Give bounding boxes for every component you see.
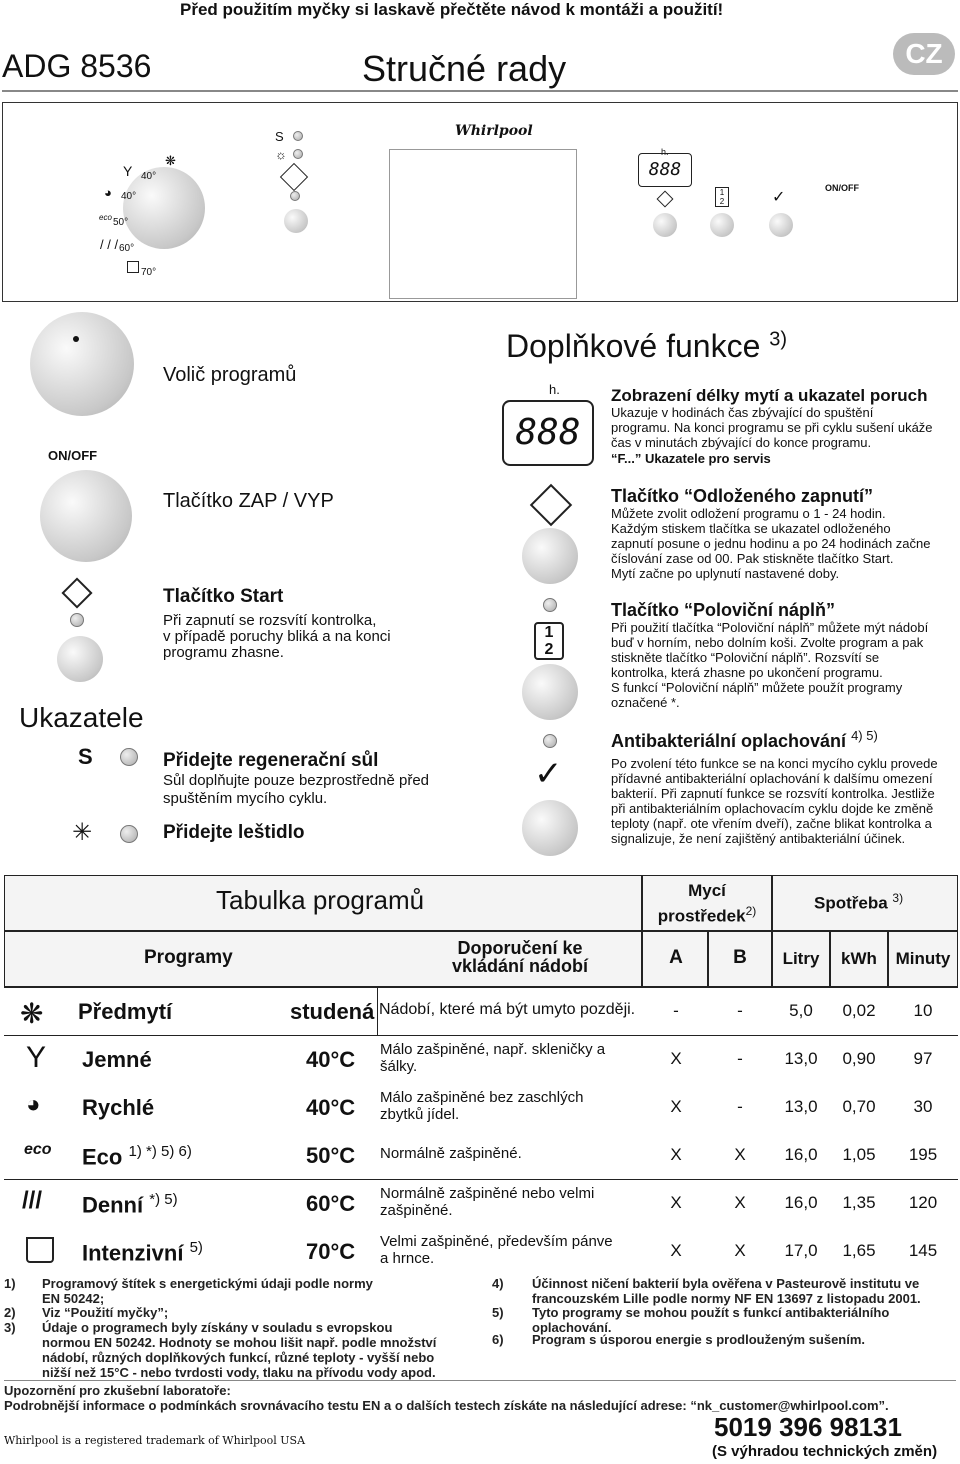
panel-brand: Whirlpool: [455, 123, 533, 139]
panel-digits: 888: [648, 159, 682, 180]
salt-title: Přidejte regenerační sůl: [163, 750, 379, 771]
footnote-4-n: 4): [492, 1276, 504, 1291]
zap-vyp-label: Tlačítko ZAP / VYP: [163, 490, 334, 512]
row-temp: studená: [290, 999, 375, 1024]
row-name: [82, 1191, 178, 1218]
anti-text-1: Po zvolení této funkce se na konci mycího cyklu provede: [611, 756, 938, 771]
row-temp: 40°C: [306, 1095, 356, 1120]
col-myci-sup: 2): [745, 904, 757, 918]
footnote-2-l1: Viz “Použití myčky”;: [42, 1305, 169, 1320]
anti-title-text: Antibakteriální oplachování: [611, 731, 847, 751]
panel-half-icon: [715, 187, 729, 207]
row-kwh: 0,02: [842, 1001, 876, 1020]
row-b: X: [734, 1193, 746, 1212]
start-text-2: v případě poruchy bliká a na konci: [163, 628, 391, 645]
row-temp: 70°C: [306, 1239, 356, 1264]
panel-half-1: 1: [719, 188, 725, 197]
anti-text-2: přídavné antibakteriální oplachování k dalšímu omezení: [611, 771, 933, 786]
quick-row-icon: ◕: [26, 1091, 41, 1118]
pot-icon: [127, 261, 139, 273]
ukazatele-label: Ukazatele: [19, 702, 144, 733]
footnote-5-n: 5): [492, 1305, 504, 1320]
model-name: ADG 8536: [2, 48, 152, 84]
header-vline-2: [771, 875, 773, 987]
salt-text-1: Sůl doplňujte pouze bezprostředně před: [163, 772, 430, 789]
trademark: Whirlpool is a registered trademark of Whirlpool USA: [4, 1434, 306, 1447]
row-name: Jemné: [82, 1047, 152, 1072]
start-text-1: Při zapnutí se rozsvítí kontrolka,: [163, 612, 377, 629]
start-title: Tlačítko Start: [163, 586, 284, 607]
panel-salt-led: [293, 131, 303, 141]
rinse-aid-icon: ✳: [72, 819, 93, 846]
col-spotreba: [814, 891, 903, 914]
half-load-text-2: buď v horním, nebo dolním koši. Zvolte program a pak: [611, 635, 924, 650]
row-kwh: 1,05: [842, 1145, 876, 1164]
row-name-text: Denní: [82, 1192, 144, 1218]
row-desc-2: zašpiněné.: [380, 1202, 453, 1219]
table-row: [4, 987, 958, 1035]
antibacterial-icon: ✓: [534, 755, 563, 793]
footnote-1-l2: EN 50242;: [42, 1291, 105, 1306]
onoff-label: ON/OFF: [48, 448, 98, 463]
row-b: -: [737, 1001, 743, 1020]
header-rule: [2, 90, 958, 92]
row-b: -: [737, 1049, 743, 1068]
row-desc: Nádobí, které má být umyto později.: [379, 1001, 636, 1018]
panel-digit-display: [638, 153, 692, 187]
extras-title: [506, 328, 787, 365]
product-code: 5019 396 98131: [714, 1412, 902, 1442]
salt-text-2: spuštěním mycího cyklu.: [163, 790, 328, 807]
start-text-3: programu zhasne.: [163, 644, 284, 661]
start-icon: [61, 577, 92, 608]
pot-row-icon: [26, 1237, 54, 1263]
lab-text: Podrobnější informace o podmínkách srovnávacího testu EN a o dalších testech získáte na následující adrese: “nk_customer@whirlpool.com”.: [4, 1398, 889, 1413]
panel-half-button[interactable]: [710, 213, 734, 237]
delay-icon: [530, 484, 572, 526]
row-desc-1: Velmi zašpiněné, především pánve: [380, 1233, 613, 1250]
row-min: 145: [908, 1241, 938, 1260]
panel-rinse-led: [293, 149, 303, 159]
row-kwh: 0,70: [842, 1097, 876, 1116]
table-row: [4, 1131, 958, 1179]
col-doporuceni-1: Doporučení ke: [457, 938, 583, 958]
panel-start-icon: [280, 163, 308, 191]
row-a: -: [673, 1001, 679, 1020]
eco-icon: eco: [99, 213, 112, 222]
footnote-4-l1: Účinnost ničení bakterií byla ověřena v Pasteurově institutu ve: [532, 1276, 920, 1291]
anti-text-6: signalizuje, že není zajištěný antibakteriální účinek.: [611, 831, 906, 846]
display-h: h.: [549, 382, 560, 397]
col-myci: [644, 881, 770, 927]
display-digits: 888: [515, 412, 581, 453]
half-load-text-4: kontrolka, která zhasne po ukončení programu.: [611, 665, 883, 680]
col-myci-2: prostředek: [657, 906, 746, 926]
footnote-6-n: 6): [492, 1332, 504, 1347]
row-kwh: 0,90: [842, 1049, 876, 1068]
lang-badge-text: CZ: [905, 38, 943, 69]
control-panel: [2, 102, 958, 302]
row-desc-2: a hrnce.: [380, 1250, 435, 1267]
row-desc-1: Málo zašpiněné bez zaschlých: [380, 1089, 584, 1106]
prewash-row-icon: ❋: [20, 998, 44, 1029]
salt-led: [120, 748, 138, 766]
page-title: Stručné rady: [362, 48, 567, 89]
row-a: X: [670, 1049, 682, 1068]
panel-half-2: 2: [719, 197, 725, 206]
delay-title: Tlačítko “Odloženého zapnutí”: [611, 486, 874, 506]
col-doporuceni-2: vkládání nádobí: [451, 956, 589, 976]
table-row: [4, 1227, 958, 1275]
row-temp: 60°C: [306, 1191, 356, 1216]
row-kwh: 1,35: [842, 1193, 876, 1212]
volic-label: Volič programů: [163, 364, 297, 386]
row-min: 120: [908, 1193, 938, 1212]
salt-icon: S: [78, 744, 93, 769]
row-min: 195: [908, 1145, 938, 1164]
col-a: A: [669, 947, 683, 968]
row-litry: 16,0: [784, 1193, 818, 1212]
dial-temp-3: 50°: [113, 217, 129, 228]
row-min: 10: [913, 1001, 933, 1020]
start-button[interactable]: [57, 636, 103, 682]
half-load-text-1: Při použití tlačítka “Poloviční náplň” můžete mýt nádobí: [611, 620, 929, 635]
panel-program-dial[interactable]: [123, 167, 205, 249]
anti-title: [611, 728, 878, 752]
panel-start-button[interactable]: [284, 209, 308, 233]
anti-button[interactable]: [522, 800, 578, 856]
panel-salt-icon: S: [275, 129, 284, 144]
delay-text-1: Můžete zvolit odložení programu o 1 - 24 hodin.: [611, 506, 886, 521]
half-load-text-3: stiskněte tlačítko “Poloviční náplň”. Rozsvítí se: [611, 650, 880, 665]
start-led: [70, 613, 84, 627]
code-note: (S výhradou technických změn): [712, 1443, 938, 1460]
glass-icon: Y: [123, 163, 133, 179]
footnote-6-l1: Program s úsporou energie s prodlouženým sušením.: [532, 1332, 866, 1347]
table-row: [4, 1035, 958, 1083]
footnote-3-n: 3): [4, 1320, 16, 1335]
header-hline: [4, 930, 958, 932]
row-name: Předmytí: [78, 999, 173, 1024]
display-text-2: programu. Na konci programu se při cyklu sušení ukáže: [611, 420, 933, 435]
row-kwh: 1,65: [842, 1241, 876, 1260]
half-load-text-5: S funkcí “Poloviční náplň” můžete použít programy: [611, 680, 903, 695]
col-myci-1: Mycí: [688, 881, 726, 900]
row-b: -: [737, 1097, 743, 1116]
panel-rinse-icon: ☼: [275, 147, 287, 162]
rows-vline-1: [377, 987, 378, 1035]
panel-anti-button[interactable]: [769, 213, 793, 237]
footnote-3-l3: nádobí, různých doplňkových funkcí, různé teploty - vyšší nebo: [42, 1350, 435, 1365]
half-load-title: Tlačítko “Poloviční náplň”: [611, 600, 836, 620]
delay-button[interactable]: [522, 528, 578, 584]
dial-temp-1: 40°: [141, 171, 157, 182]
anti-text-4: při antibakteriálním oplachovacím cyklu dojde ke změně: [611, 801, 934, 816]
digit-display: [502, 400, 594, 466]
rows-top-rule: [4, 987, 958, 988]
dial-temp-4: 60°: [119, 243, 135, 254]
footnote-3-l2: normou EN 50242. Hodnoty se mohou lišit např. podle množství: [42, 1335, 437, 1350]
lab-title: Upozornění pro zkušební laboratoře:: [4, 1383, 231, 1398]
anti-text-3: bakterií. Při zapnutí funkce se rozsvítí kontrolka. Jestliže: [611, 786, 935, 801]
footnote-5-l1: Tyto programy se mohou použít s funkcí antibakteriálního: [532, 1305, 890, 1320]
footnote-4-l2: francouzském Lille podle normy NF EN 13697 z listopadu 2001.: [532, 1291, 921, 1306]
panel-window: [389, 149, 577, 299]
row-a: X: [670, 1193, 682, 1212]
row-name: Rychlé: [82, 1095, 155, 1120]
row-name-sup: *) 5): [149, 1191, 178, 1208]
anti-text-5: teploty (např. ote vřením dveří), začne blikat kontrolka a: [611, 816, 932, 831]
row-desc-2: šálky.: [380, 1058, 418, 1075]
row-desc-1: Normálně zašpiněné nebo velmi: [380, 1185, 595, 1202]
row-desc: Normálně zašpiněné.: [380, 1145, 522, 1162]
lab-rule: [4, 1380, 956, 1381]
knob-marker: [73, 336, 79, 342]
half-load-led: [543, 598, 557, 612]
display-text-1: Ukazuje v hodinách čas zbývající do spuštění: [611, 405, 874, 420]
daily-icon: / / /: [100, 237, 119, 252]
col-kwh: kWh: [841, 949, 877, 968]
panel-display-h: h.: [661, 147, 669, 157]
eco-row-icon: eco: [24, 1141, 52, 1158]
col-doporuceni: [420, 939, 620, 975]
row-litry: 17,0: [784, 1241, 818, 1260]
half-load-icon: [534, 622, 564, 660]
daily-row-icon: ///: [22, 1187, 43, 1214]
col-litry: Litry: [782, 949, 820, 968]
footnote-3-l1: Údaje o programech byly získány v souladu s evropskou: [42, 1320, 393, 1335]
row-temp: 40°C: [306, 1047, 356, 1072]
col-b: B: [733, 947, 747, 968]
delay-text-5: Mytí začne po uplynutí nastavené doby.: [611, 566, 840, 581]
table-row: [4, 1179, 958, 1227]
table-row: [4, 1083, 958, 1131]
dial-temp-5: 70°: [141, 267, 157, 278]
row-min: 97: [913, 1049, 933, 1068]
panel-delay-icon: [657, 191, 674, 208]
col-minuty: Minuty: [895, 949, 951, 968]
quick-icon: ◕: [104, 185, 112, 200]
onoff-button[interactable]: [40, 470, 132, 562]
row-a: X: [670, 1097, 682, 1116]
footnote-2-n: 2): [4, 1305, 16, 1320]
half-load-button[interactable]: [522, 664, 578, 720]
delay-text-3: zapnutí posune o jednu hodinu a po 24 hodinách začne: [611, 536, 931, 551]
panel-anti-icon: ✓: [772, 189, 786, 206]
half-load-text-6: označené *.: [611, 695, 680, 710]
footnote-1-n: 1): [4, 1276, 16, 1291]
display-servis: “F...” Ukazatele pro servis: [611, 451, 771, 466]
row-name-text: Intenzivní: [82, 1240, 184, 1266]
row-b: X: [734, 1145, 746, 1164]
row-temp: 50°C: [306, 1143, 356, 1168]
dial-temp-2: 40°: [121, 191, 137, 202]
row-litry: 5,0: [789, 1001, 813, 1020]
row-name-text: Eco: [82, 1144, 123, 1170]
row-name-sup: 5): [189, 1239, 203, 1256]
row-b: X: [734, 1241, 746, 1260]
rows-mid-rule: [4, 1035, 958, 1036]
row-litry: 13,0: [784, 1097, 818, 1116]
top-notice: Před použitím myčky si laskavě přečtěte návod k montáži a použití!: [180, 0, 724, 19]
row-name: [82, 1143, 192, 1170]
row-name: [82, 1239, 203, 1266]
col-spotreba-text: Spotřeba: [814, 893, 888, 913]
footnote-1-l1: Programový štítek s energetickými údaji podle normy: [42, 1276, 373, 1291]
panel-delay-button[interactable]: [653, 213, 677, 237]
row-litry: 13,0: [784, 1049, 818, 1068]
panel-start-led: [290, 191, 300, 201]
panel-onoff-label: ON/OFF: [825, 183, 859, 193]
anti-led: [543, 734, 557, 748]
delay-text-4: číslování zase od 00. Pak stiskněte tlačítko Start.: [611, 551, 894, 566]
display-title: Zobrazení délky mytí a ukazatel poruch: [611, 386, 928, 405]
extras-title-sup: 3): [769, 328, 788, 351]
row-name-sup: 1) *) 5) 6): [128, 1143, 192, 1160]
col-spotreba-sup: 3): [892, 891, 904, 905]
prewash-icon: ❋: [165, 153, 176, 168]
row-litry: 16,0: [784, 1145, 818, 1164]
row-desc-1: Málo zašpiněné, např. skleničky a: [380, 1041, 606, 1058]
row-desc-2: zbytků jídel.: [380, 1106, 460, 1123]
footnote-5-l2: oplachování.: [532, 1320, 612, 1335]
col-programy: Programy: [144, 947, 233, 968]
row-min: 30: [913, 1097, 933, 1116]
lang-badge: [893, 33, 955, 75]
rows-mid-rule-2: [4, 1179, 958, 1180]
display-text-3: čas v minutách zbývající do konce programu.: [611, 435, 872, 450]
rinse-aid-title: Přidejte leštidlo: [163, 822, 305, 843]
footnote-3-l4: nižší než 15°C - nebo tvrdosti vody, tlaku na přívodu vody apod.: [42, 1365, 436, 1380]
half-load-1: 1: [544, 624, 554, 641]
rinse-aid-led: [120, 825, 138, 843]
program-selector-knob[interactable]: [30, 312, 134, 416]
anti-title-sup: 4) 5): [851, 728, 878, 743]
row-a: X: [670, 1241, 682, 1260]
extras-title-text: Doplňkové funkce: [506, 328, 761, 364]
row-a: X: [670, 1145, 682, 1164]
half-load-2: 2: [544, 641, 554, 658]
delay-text-2: Každým stiskem tlačítka se ukazatel odloženého: [611, 521, 891, 536]
glass-row-icon: Y: [26, 1041, 47, 1074]
table-title: Tabulka programů: [216, 885, 425, 915]
